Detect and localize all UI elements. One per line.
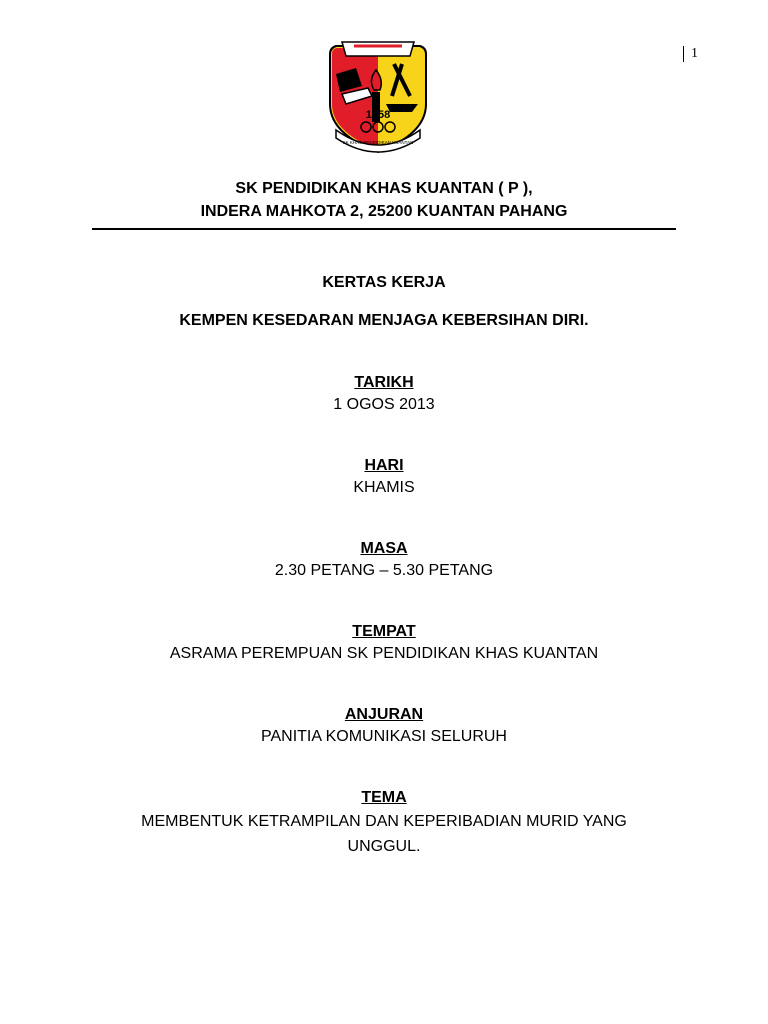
svg-text:SK KHAS PENDIDIKAN KUANTAN: SK KHAS PENDIDIKAN KUANTAN (342, 140, 414, 145)
detail-value-line1: MEMBENTUK KETRAMPILAN DAN KEPERIBADIAN MURID YANG (141, 813, 627, 830)
detail-value: 2.30 PETANG – 5.30 PETANG (274, 562, 494, 579)
school-address: INDERA MAHKOTA 2, 25200 KUANTAN PAHANG (200, 203, 568, 220)
detail-label: TARIKH (354, 374, 414, 391)
school-header (0, 177, 768, 223)
school-crest-logo (322, 34, 434, 158)
detail-value: KHAMIS (353, 479, 415, 496)
detail-value: 1 OGOS 2013 (333, 396, 435, 413)
detail-label: MASA (360, 540, 408, 557)
document-subtitle: KEMPEN KESEDARAN MENJAGA KEBERSIHAN DIRI. (179, 312, 589, 329)
detail-label: TEMPAT (352, 623, 416, 640)
detail-value-line2: UNGGUL. (347, 838, 421, 855)
detail-tempat (0, 621, 768, 665)
detail-masa (0, 538, 768, 582)
detail-anjuran (0, 704, 768, 748)
school-name: SK PENDIDIKAN KHAS KUANTAN ( P ), (235, 180, 533, 197)
detail-label: HARI (364, 457, 404, 474)
detail-value: ASRAMA PEREMPUAN SK PENDIDIKAN KHAS KUANTAN (169, 645, 599, 662)
detail-value: PANITIA KOMUNIKASI SELURUH (261, 728, 507, 745)
detail-tarikh (0, 372, 768, 416)
header-divider (92, 228, 676, 230)
page-number: 1 (683, 46, 698, 62)
detail-label: TEMA (361, 789, 407, 806)
document-title: KERTAS KERJA (322, 274, 446, 291)
svg-text:1958: 1958 (365, 109, 391, 121)
detail-tema (0, 787, 768, 859)
detail-label: ANJURAN (344, 706, 424, 723)
detail-hari (0, 455, 768, 499)
